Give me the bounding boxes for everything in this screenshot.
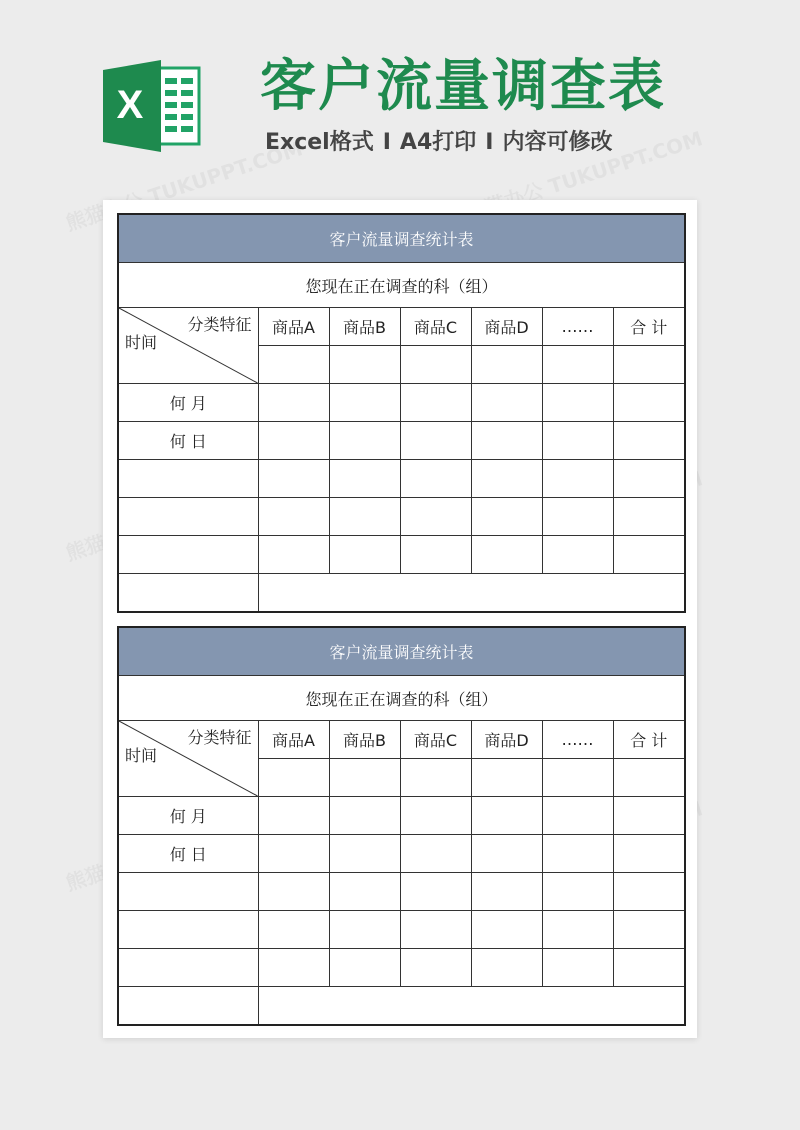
table-cell[interactable] [613,759,685,797]
table-cell[interactable] [613,873,685,911]
table-cell[interactable] [613,835,685,873]
column-header: 商品C [400,308,471,346]
table-cell[interactable] [400,384,471,422]
table-cell[interactable] [542,759,613,797]
row-label: 何 日 [118,835,258,873]
table-cell[interactable] [471,422,542,460]
table-cell[interactable] [258,460,329,498]
table-cell[interactable] [329,422,400,460]
column-header: 商品D [471,721,542,759]
column-header: 合 计 [613,308,685,346]
row-label[interactable] [118,460,258,498]
table-cell[interactable] [542,422,613,460]
table-cell[interactable] [400,759,471,797]
table-cell[interactable] [258,346,329,384]
row-label[interactable] [118,911,258,949]
column-header: 商品C [400,721,471,759]
column-header: 商品A [258,721,329,759]
table-cell[interactable] [329,835,400,873]
table-cell[interactable] [613,949,685,987]
table-cell[interactable] [258,759,329,797]
category-label: 分类特征 [187,315,252,334]
table-cell[interactable] [542,797,613,835]
document-page [103,200,697,1038]
column-header: …… [542,721,613,759]
table-cell[interactable] [258,498,329,536]
table-cell[interactable] [329,949,400,987]
category-label: 分类特征 [187,728,252,747]
table-cell[interactable] [329,873,400,911]
table-cell[interactable] [613,498,685,536]
table-cell[interactable] [613,460,685,498]
time-label: 时间 [125,333,158,352]
row-label: 何 月 [118,384,258,422]
row-label[interactable] [118,873,258,911]
table-cell[interactable] [329,460,400,498]
table-title: 客户流量调查统计表 [118,627,685,676]
column-header: 商品B [329,721,400,759]
table-cell[interactable] [542,873,613,911]
table-cell[interactable] [400,911,471,949]
column-header: 合 计 [613,721,685,759]
row-label: 何 日 [118,422,258,460]
table-cell[interactable] [258,797,329,835]
table-cell[interactable] [329,498,400,536]
table-cell[interactable] [471,949,542,987]
table-cell[interactable] [471,873,542,911]
column-header: 商品B [329,308,400,346]
table-cell[interactable] [613,536,685,574]
column-header: 商品A [258,308,329,346]
table-cell[interactable] [471,346,542,384]
table-subheader[interactable]: 您现在正在调查的科（组） [118,676,685,721]
table-cell[interactable] [329,911,400,949]
merged-cell[interactable] [258,987,685,1026]
table-cell[interactable] [329,346,400,384]
subtitle-format: Excel格式 [265,130,374,155]
merged-cell[interactable] [258,574,685,613]
page-title: 客户流量调查表 [260,54,666,119]
time-label: 时间 [125,746,158,765]
row-label[interactable] [118,949,258,987]
table-cell[interactable] [542,536,613,574]
subtitle-separator: I [485,130,494,155]
table-cell[interactable] [471,911,542,949]
table-cell[interactable] [542,498,613,536]
table-cell[interactable] [258,422,329,460]
table-cell[interactable] [613,797,685,835]
table-cell[interactable] [329,384,400,422]
table-cell[interactable] [542,949,613,987]
table-subheader[interactable]: 您现在正在调查的科（组） [118,263,685,308]
table-cell[interactable] [258,873,329,911]
row-label[interactable] [118,987,258,1026]
table-cell[interactable] [329,759,400,797]
survey-table [117,626,686,1026]
table-cell[interactable] [258,384,329,422]
table-cell[interactable] [329,536,400,574]
table-cell[interactable] [613,346,685,384]
excel-logo-icon [103,60,203,152]
table-cell[interactable] [400,873,471,911]
table-cell[interactable] [400,949,471,987]
table-cell[interactable] [613,422,685,460]
table-cell[interactable] [542,911,613,949]
table-cell[interactable] [613,911,685,949]
table-cell[interactable] [471,759,542,797]
table-title: 客户流量调查统计表 [118,214,685,263]
table-cell[interactable] [400,346,471,384]
table-cell[interactable] [400,422,471,460]
row-label[interactable] [118,498,258,536]
table-cell[interactable] [471,536,542,574]
subtitle-separator: I [382,130,391,155]
table-cell[interactable] [471,384,542,422]
column-header: …… [542,308,613,346]
table-cell[interactable] [329,797,400,835]
subtitle-print: A4打印 [399,130,477,155]
table-cell[interactable] [471,797,542,835]
table-cell[interactable] [258,536,329,574]
subtitle-editable: 内容可修改 [502,130,613,155]
table-cell[interactable] [613,384,685,422]
table-cell[interactable] [542,346,613,384]
row-label[interactable] [118,536,258,574]
diagonal-header-cell [118,308,258,384]
table-cell[interactable] [471,498,542,536]
diagonal-header-cell [118,721,258,797]
row-label[interactable] [118,574,258,613]
table-cell[interactable] [471,460,542,498]
row-label: 何 月 [118,797,258,835]
table-cell[interactable] [400,536,471,574]
column-header: 商品D [471,308,542,346]
table-cell[interactable] [400,835,471,873]
table-cell[interactable] [400,797,471,835]
page-subtitle [265,126,612,160]
table-cell[interactable] [400,498,471,536]
table-cell[interactable] [542,384,613,422]
table-cell[interactable] [542,835,613,873]
table-cell[interactable] [542,460,613,498]
survey-table [117,213,686,613]
table-cell[interactable] [258,911,329,949]
logo-letter: X [116,83,144,127]
table-cell[interactable] [258,835,329,873]
table-cell[interactable] [471,835,542,873]
table-cell[interactable] [400,460,471,498]
table-cell[interactable] [258,949,329,987]
